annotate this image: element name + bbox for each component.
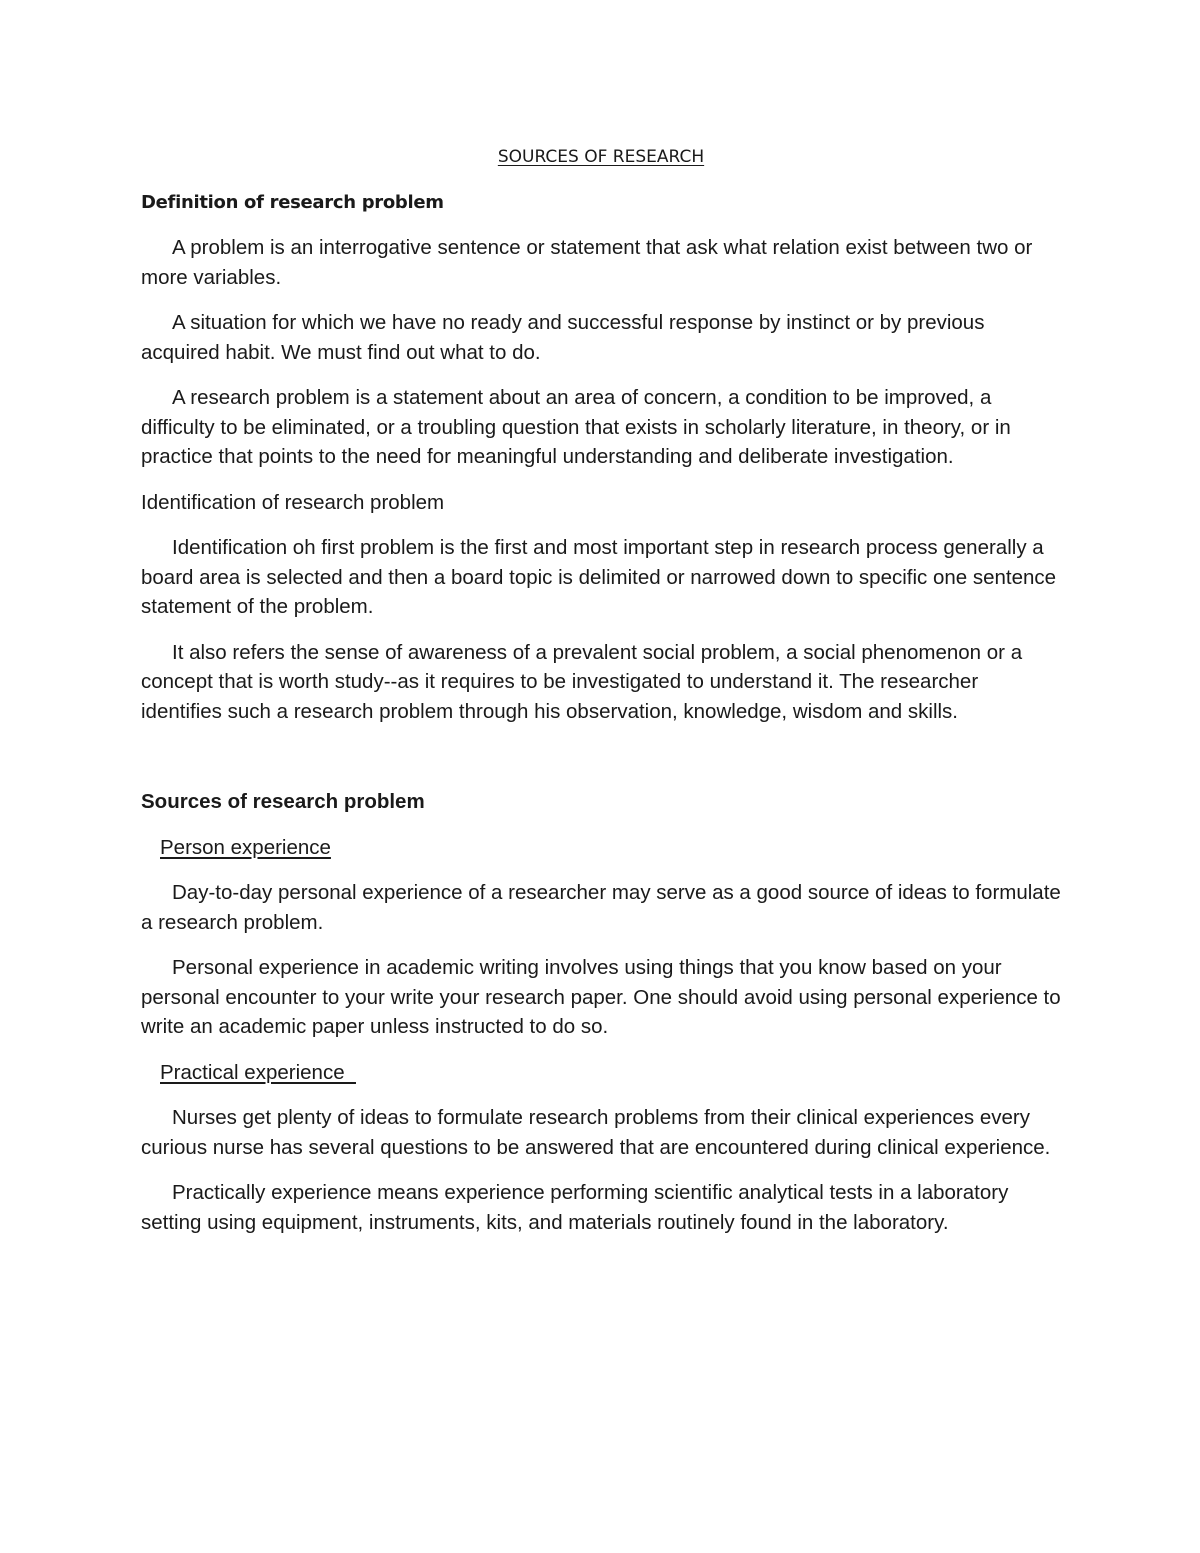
paragraph: Day-to-day personal experience of a researcher may serve as a good source of ideas to formulate a research problem. [141,881,1061,934]
subsection-heading-text: Person experience [160,835,331,859]
paragraph: It also refers the sense of awareness of a prevalent social problem, a social phenomenon or a concept that is worth study--as it requires to be investigated to understand it. The researcher identifies such a research problem through his observation, knowledge, wisdom and skills. [141,640,1023,723]
blank-line [141,742,1061,787]
subsection-heading-person-experience [141,833,1061,863]
paragraph: Personal experience in academic writing involves using things that you know based on your personal encounter to your write your research paper. One should avoid using personal experience to write an academic paper unless instructed to do so. [141,956,1061,1038]
paragraph: A problem is an interrogative sentence or statement that ask what relation exist between two or more variables. [141,236,1033,289]
paragraph: Practically experience means experience performing scientific analytical tests in a laboratory setting using equipment, instruments, kits, and materials routinely found in the laboratory. [141,1181,1009,1234]
document-title [141,143,1061,172]
document-title-text: SOURCES OF RESEARCH [497,147,705,167]
paragraph: Identification oh first problem is the first and most important step in research process generally a board area is selected and then a board topic is delimited or narrowed down to specific one sentence statement of the problem. [141,536,1057,618]
section-heading-sources: Sources of research problem [141,790,425,813]
paragraph: A research problem is a statement about an area of concern, a condition to be improved, a difficulty to be eliminated, or a troubling question that exists in scholarly literature, in theory, or in practice that points to the need for meaningful understanding and deliberate investigation. [141,386,1011,468]
document-body [141,143,1061,1253]
section-heading-identification: Identification of research problem [141,490,445,514]
paragraph: Nurses get plenty of ideas to formulate research problems from their clinical experiences every curious nurse has several questions to be answered that are encountered during clinical experience. [141,1106,1051,1159]
paragraph: A situation for which we have no ready and successful response by instinct or by previous acquired habit. We must find out what to do. [141,311,985,364]
section-heading-definition: Definition of research problem [141,192,444,213]
subsection-heading-text: Practical experience [160,1060,356,1084]
subsection-heading-practical-experience [141,1058,1061,1088]
